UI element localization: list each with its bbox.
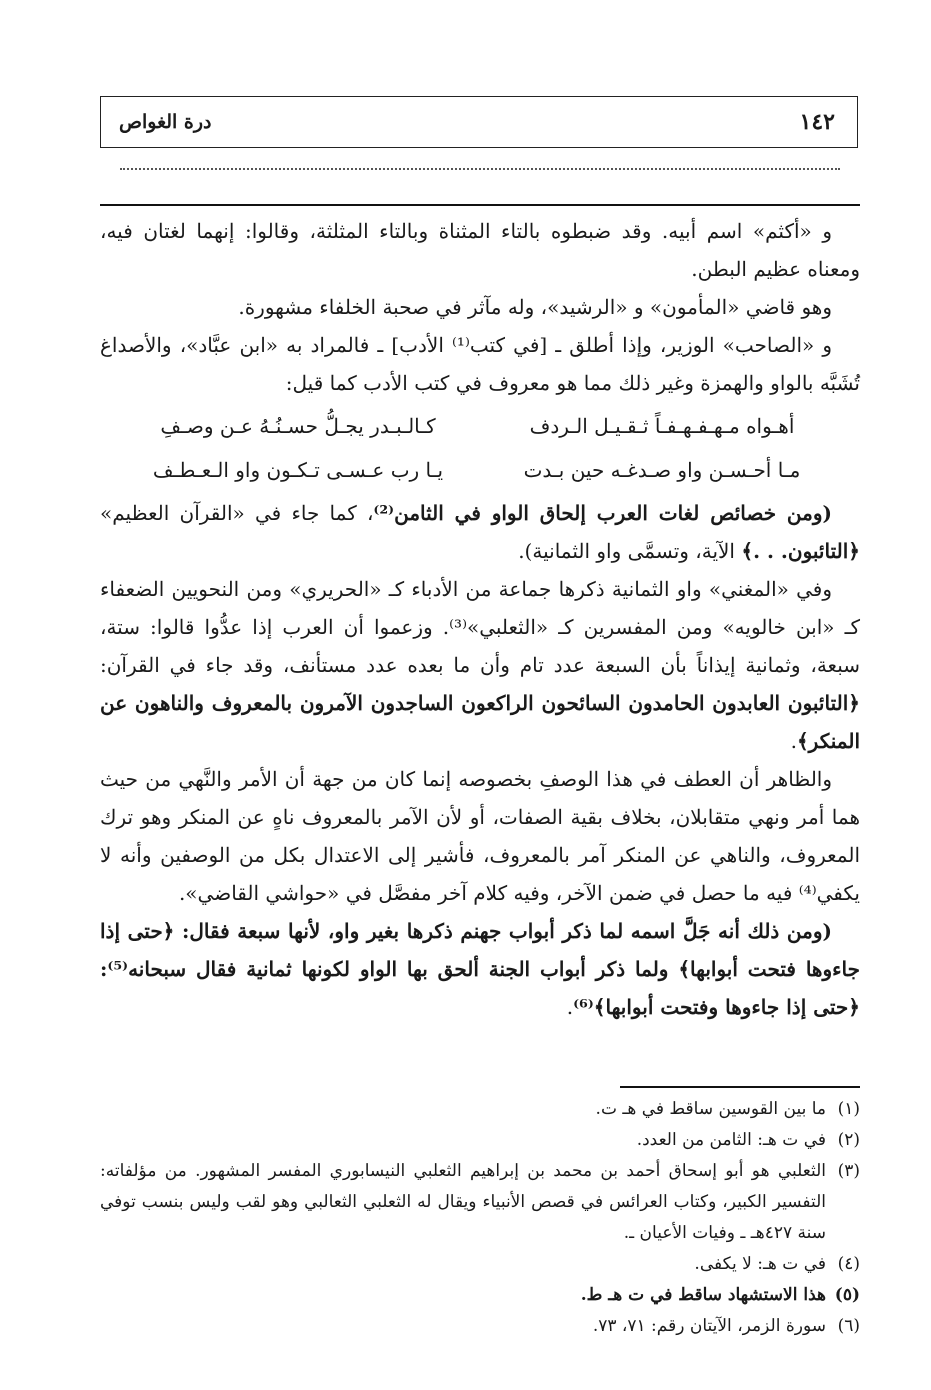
footnote-3 [100, 1156, 860, 1249]
paragraph-6: والظاهر أن العطف في هذا الوصفِ بخصوصه إنما كان من جهة أن الأمر والنَّهي من حيث هما أمر ونهي متقابلان، بخلاف بقية الصفات، أو لأن الآمر بالمعروف ناهٍ عن المنكر وهو ترك المعروف، والناهي عن المنكر آمر بالمعروف، فأشير إلى الاعتدال بكل من الوصفين وأنه لا يكفي⁽⁴⁾ فيه ما حصل في ضمن الآخر، وفيه كلام آخر مفصَّل في «حواشي القاضي». [100, 767, 860, 905]
top-rule [100, 204, 860, 206]
footnote-1 [100, 1094, 860, 1125]
footnote-text: سورة الزمر، الآيتان رقم: ٧١، ٧٣. [592, 1316, 826, 1336]
footnote-number: (٣) [837, 1161, 860, 1181]
paragraph-5-quran: ﴿التائبون العابدون الحامدون السائحون الراكعون الساجدون الآمرون بالمعروف والناهون عن المنكر﴾ [100, 691, 860, 753]
footnote-4 [100, 1249, 860, 1280]
footnote-5 [100, 1280, 860, 1311]
paragraph-1: و «أكثم» اسم أبيه. وقد ضبطوه بالتاء المثناة وبالتاء المثلثة، وقالوا: إنهما لغتان فيه، ومعناه عظيم البطن. [100, 219, 860, 281]
paragraph-5 [100, 570, 860, 760]
dotted-separator [120, 168, 840, 174]
verse-1-second-hemistich: كـالـبـدر يجـلُّ حسـنُـهُ عـن وصـفِ [160, 414, 436, 438]
page-number: ١٤٢ [799, 109, 835, 135]
footnote-text: في ت هـ: لا يكفى. [694, 1254, 826, 1274]
paragraph-4-bold: (ومن خصائص لغات العرب إلحاق الواو في الثامن⁽²⁾ [373, 501, 832, 525]
footnote-6 [100, 1311, 860, 1342]
running-title: درة الغواص [119, 111, 212, 133]
verse-line-2 [130, 448, 830, 492]
paragraph-7-end: . [566, 995, 574, 1019]
paragraph-3: و «الصاحب» الوزير، وإذا أطلق ـ [في كتب⁽¹⁾ الأدب] ـ فالمراد به «ابن عبَّاد»، والأصداغ تُشَبَّه بالواو والهمزة وغير ذلك مما هو معروف في كتب الأدب كما قيل: [100, 333, 860, 395]
footnote-2 [100, 1125, 860, 1156]
paragraph-4-rest: ، كما جاء في «القرآن العظيم» [100, 501, 374, 525]
footnotes [100, 1094, 860, 1342]
verse-1-first-hemistich: أهـواه مـهـفـهـفـاً ثـقـيـل الـردف [529, 414, 795, 438]
paragraph-2: وهو قاضي «المأمون» و «الرشيد»، وله مآثر في صحبة الخلفاء مشهورة. [238, 295, 832, 319]
paragraph-4-quran: ﴿التائبون. . .﴾ [741, 539, 860, 563]
verse-2-first-hemistich: مـا أحـسـن واو صـدغـه حين بـدت [523, 458, 801, 482]
footnote-text: في ت هـ: الثامن من العدد. [636, 1130, 826, 1150]
footnote-text: الثعلبي هو أبو إسحاق أحمد بن محمد بن إبراهيم الثعلبي النيسابوري المفسر المشهور. من مؤلفاته: التفسير الكبير، وكتاب العرائس في قصص الأنبياء ويقال له الثعلبي الثعالبي وهو لقب وليس بنسب توفي سنة ٤٢٧هـ ـ وفيات الأعيان ـ. [100, 1161, 826, 1243]
paragraph-5-text: وفي «المغني» واو الثمانية ذكرها جماعة من الأدباء كـ «الحريري» ومن النحويين الضعفاء كـ «ابن خالويه» ومن المفسرين كـ «الثعلبي»⁽³⁾. وزعموا أن العرب إذا عدُّوا قالوا: ستة، سبعة، وثمانية إيذاناً بأن السبعة عدد تام وأن ما بعده عدد مستأنف، وقد جاء في القرآن: [100, 577, 860, 677]
footnote-separator [620, 1086, 860, 1088]
footnote-number: (٥) [834, 1285, 860, 1305]
paragraph-4 [100, 494, 860, 570]
footnote-number: (١) [837, 1099, 860, 1119]
verse-line-1 [130, 404, 830, 448]
page-header-frame [100, 96, 858, 148]
footnote-text: هذا الاستشهاد ساقط في ت هـ ط. [580, 1285, 826, 1305]
paragraph-4-end: الآية، وتسمَّى واو الثمانية). [518, 539, 742, 563]
poem-verses [130, 404, 830, 492]
paragraph-5-end: . [790, 729, 797, 753]
footnote-number: (٦) [837, 1316, 860, 1336]
footnote-text: ما بين القوسين ساقط في هـ ت. [595, 1099, 826, 1119]
main-text [100, 212, 860, 1026]
verse-2-second-hemistich: يـا رب عـسـى تـكـون واو الـعـطـف [152, 458, 444, 482]
footnote-number: (٤) [837, 1254, 860, 1274]
footnote-number: (٢) [837, 1130, 860, 1150]
paragraph-7 [100, 912, 860, 1026]
paragraph-7-bold: (ومن ذلك أنه جَلَّ اسمه لما ذكر أبواب جهنم ذكرها بغير واو، لأنها سبعة فقال: ﴿حتى إذا جاءوها فتحت أبوابها﴾ ولما ذكر أبواب الجنة ألحق بها الواو لكونها ثمانية فقال سبحانه⁽⁵⁾: ﴿حتى إذا جاءوها وفتحت أبوابها﴾⁽⁶⁾ [100, 919, 860, 1019]
